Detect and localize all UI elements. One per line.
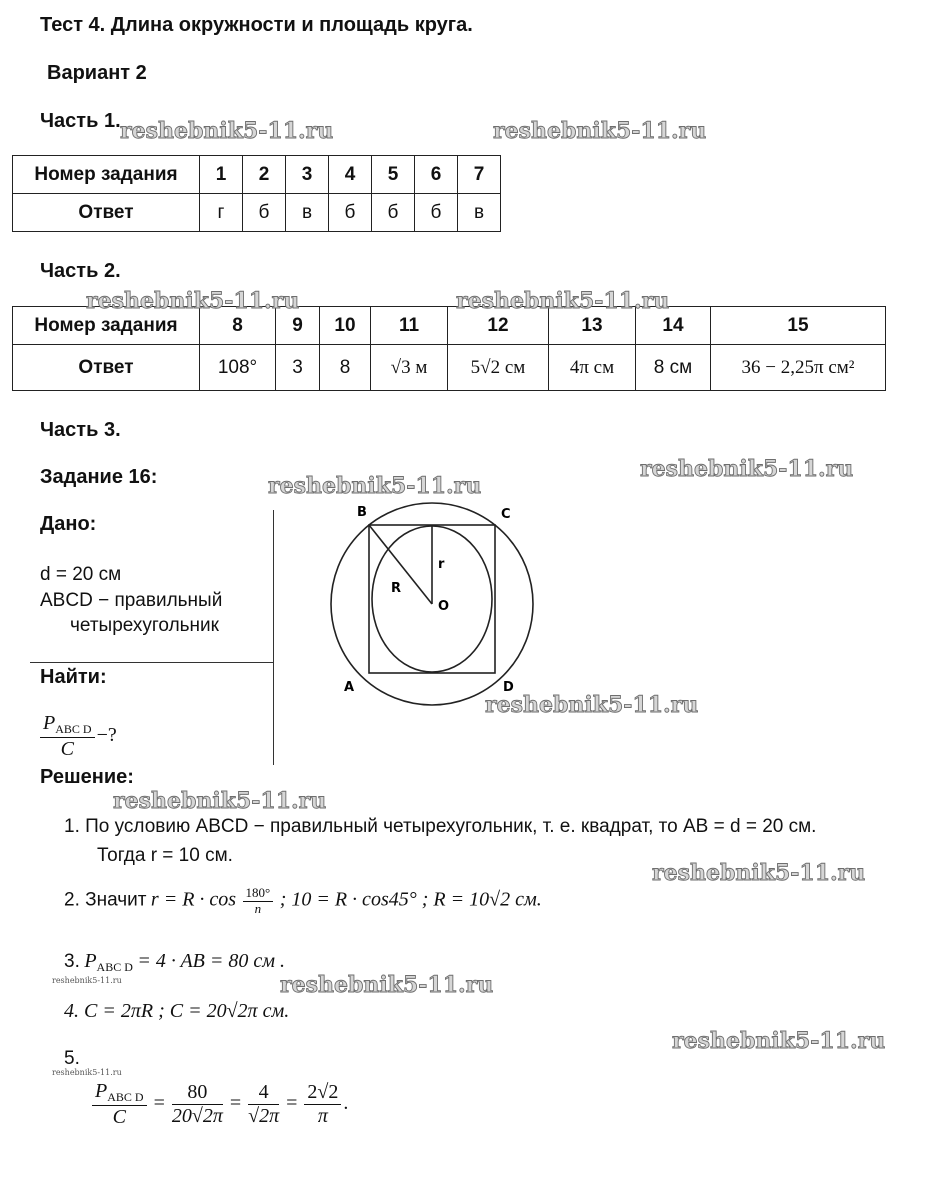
label-R: R [391, 581, 402, 596]
step2-formula-b: ; 10 = R · cos45° ; R = 10√2 см. [279, 888, 542, 911]
eq-sign: = [153, 1092, 165, 1114]
given-square: ABCD − правильный [40, 590, 223, 611]
table-cell: 3 [286, 156, 329, 194]
table-cell: 14 [636, 307, 711, 345]
table-cell: 11 [371, 307, 448, 345]
label-b: B [357, 505, 367, 520]
step5-formula [90, 1080, 348, 1129]
step3-p: P [84, 950, 97, 972]
task-number-header: Номер задания [13, 156, 200, 194]
table-row [13, 194, 501, 232]
given-divider-vertical [273, 510, 274, 765]
table-row [13, 345, 886, 391]
table-cell: 6 [415, 156, 458, 194]
table-cell: в [458, 194, 501, 232]
watermark: reshebnik5-11.ru [280, 972, 494, 998]
step5-frac-1 [172, 1081, 223, 1128]
step2-fraction [243, 886, 274, 917]
watermark: reshebnik5-11.ru [120, 118, 334, 144]
step5-end: . [343, 1092, 349, 1114]
solution-label: Решение: [40, 766, 134, 788]
label-c: C [501, 507, 511, 522]
table-cell: 5 [372, 156, 415, 194]
step5-f2-den: √2π [248, 1104, 280, 1127]
find-fraction [40, 712, 95, 761]
table-cell: 13 [549, 307, 636, 345]
given-diameter: d = 20 см [40, 564, 122, 585]
geometry-figure [325, 500, 545, 710]
step2 [64, 886, 542, 917]
given-label: Дано: [40, 513, 97, 535]
find-num: P [43, 712, 56, 734]
step2-frac-den: n [254, 900, 262, 916]
step2-frac-num: 180° [243, 886, 274, 902]
table-cell: г [200, 194, 243, 232]
given-square-cont: четырехугольник [70, 615, 219, 636]
table-cell: 12 [448, 307, 549, 345]
table-cell: 8 [320, 345, 371, 391]
step2-prefix: 2. Значит [64, 889, 147, 911]
watermark-small: reshebnik5-11.ru [52, 976, 122, 985]
watermark: reshebnik5-11.ru [672, 1028, 886, 1054]
step5-c: C [112, 1105, 126, 1128]
table-cell: 1 [200, 156, 243, 194]
table-cell: в [286, 194, 329, 232]
label-o: O [438, 599, 450, 614]
table-cell: 4 [329, 156, 372, 194]
page-title: Тест 4. Длина окружности и площадь круга. [40, 14, 473, 36]
step5-frac-3 [304, 1081, 341, 1128]
step3-prefix: 3. [64, 951, 80, 972]
table-cell: √3 м [371, 345, 448, 391]
table-cell: 3 [276, 345, 320, 391]
part1-table [12, 155, 501, 232]
answer-header: Ответ [13, 345, 200, 391]
given-divider-horizontal [30, 662, 274, 663]
table-cell: 9 [276, 307, 320, 345]
table-cell: 5√2 см [448, 345, 549, 391]
part3-heading: Часть 3. [40, 419, 121, 441]
watermark: reshebnik5-11.ru [268, 473, 482, 499]
watermark: reshebnik5-11.ru [456, 288, 670, 314]
step4: 4. C = 2πR ; C = 20√2π см. [64, 1000, 290, 1022]
find-den: C [60, 737, 74, 760]
step5-frac-p [92, 1080, 147, 1129]
find-num-sub: ABC D [55, 722, 92, 736]
step5-f3-num: 2√2 [304, 1081, 341, 1105]
step5-f1-den: 20√2π [171, 1104, 223, 1127]
find-expression [38, 712, 117, 761]
variant-heading: Вариант 2 [47, 62, 147, 84]
task-number-header: Номер задания [13, 307, 200, 345]
watermark: reshebnik5-11.ru [113, 788, 327, 814]
table-cell: б [372, 194, 415, 232]
step1-line1: 1. По условию ABCD − правильный четырехугольник, т. е. квадрат, то AB = d = 20 см. [64, 816, 817, 837]
step5-prefix: 5. [64, 1048, 80, 1069]
table-cell: 108° [200, 345, 276, 391]
step1-line2: Тогда r = 10 см. [97, 845, 233, 866]
step5-frac-2 [248, 1081, 279, 1128]
table-cell: 15 [711, 307, 886, 345]
find-tail: −? [96, 724, 117, 746]
answer-header: Ответ [13, 194, 200, 232]
table-cell: б [243, 194, 286, 232]
table-cell: 4π см [549, 345, 636, 391]
watermark: reshebnik5-11.ru [493, 118, 707, 144]
watermark: reshebnik5-11.ru [640, 456, 854, 482]
label-r: r [438, 557, 445, 572]
label-d: D [503, 680, 514, 695]
table-cell: б [415, 194, 458, 232]
part2-heading: Часть 2. [40, 260, 121, 282]
step5-p: P [95, 1080, 108, 1102]
step5-f2-num: 4 [248, 1081, 279, 1105]
eq-sign: = [229, 1092, 242, 1114]
step3-p-sub: ABC D [96, 960, 133, 974]
watermark: reshebnik5-11.ru [86, 288, 300, 314]
eq-sign: = [286, 1092, 298, 1114]
table-cell: б [329, 194, 372, 232]
watermark: reshebnik5-11.ru [652, 860, 866, 886]
step5-f3-den: π [317, 1104, 328, 1127]
table-row [13, 156, 501, 194]
step5-f1-num: 80 [172, 1081, 223, 1105]
table-cell: 10 [320, 307, 371, 345]
step2-formula-a: r = R · cos [150, 888, 237, 911]
step5-p-sub: ABC D [107, 1090, 144, 1104]
part2-table [12, 306, 886, 391]
part1-heading: Часть 1. [40, 110, 121, 132]
step3 [64, 950, 285, 975]
watermark: reshebnik5-11.ru [485, 692, 699, 718]
task16-heading: Задание 16: [40, 466, 158, 488]
label-a: A [344, 680, 355, 695]
table-cell: 36 − 2,25π см² [711, 345, 886, 391]
watermark-small: reshebnik5-11.ru [52, 1068, 122, 1077]
step3-formula: = 4 · AB = 80 см . [137, 950, 286, 972]
find-label: Найти: [40, 666, 107, 688]
table-cell: 2 [243, 156, 286, 194]
table-cell: 8 см [636, 345, 711, 391]
table-cell: 8 [200, 307, 276, 345]
table-cell: 7 [458, 156, 501, 194]
